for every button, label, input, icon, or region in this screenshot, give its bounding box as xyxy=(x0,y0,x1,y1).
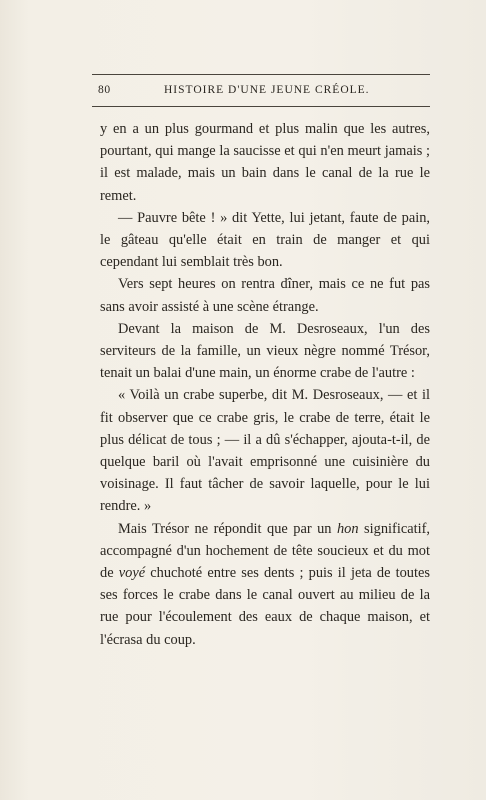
running-title: HISTOIRE D'UNE JEUNE CRÉOLE. xyxy=(164,84,370,96)
running-header xyxy=(92,82,430,100)
paragraph: « Voilà un crabe superbe, dit M. Desroseaux, — et il fit observer que ce crabe gris, le crabe de terre, était le plus délicat de tous ; — il a dû s'échapper, ajouta-t-il, de quelque baril où l'avait emprisonné une cuisinière du voisinage. Il faut tâcher de savoir laquelle, pour le lui rendre. » xyxy=(100,387,430,515)
paragraph xyxy=(100,518,430,651)
paragraph-text: chuchoté entre ses dents ; puis il jeta de toutes ses forces le crabe dans le canal ouvert au milieu de la rue pour l'écoulement des eaux de chaque maison, et l'écrasa du coup. xyxy=(100,565,430,648)
body-text xyxy=(100,118,430,651)
header-bottom-rule xyxy=(92,106,430,107)
page-number: 80 xyxy=(98,84,111,96)
header-top-rule xyxy=(92,74,430,75)
paragraph-text: significatif, accompagné d'un hochement de tête soucieux et du mot de xyxy=(100,520,430,582)
italic-word-hon: hon xyxy=(336,520,359,537)
paragraph: y en a un plus gourmand et plus malin que les autres, pourtant, qui mange la saucisse et qui n'en meurt jamais ; il est malade, mais un bain dans le canal de la rue le remet. xyxy=(100,121,430,204)
paragraph: — Pauvre bête ! » dit Yette, lui jetant, faute de pain, le gâteau qu'elle était en train de manger et qui cependant lui semblait très bon. xyxy=(100,209,430,271)
italic-word-voye: voyé xyxy=(118,565,146,582)
paragraph-text: Mais Trésor ne répondit que par un xyxy=(118,520,337,537)
paragraph: Vers sept heures on rentra dîner, mais ce ne fut pas sans avoir assisté à une scène étrange. xyxy=(100,276,430,315)
paragraph: Devant la maison de M. Desroseaux, l'un des serviteurs de la famille, un vieux nègre nommé Trésor, tenait un balai d'une main, un énorme crabe de l'autre : xyxy=(100,320,430,382)
